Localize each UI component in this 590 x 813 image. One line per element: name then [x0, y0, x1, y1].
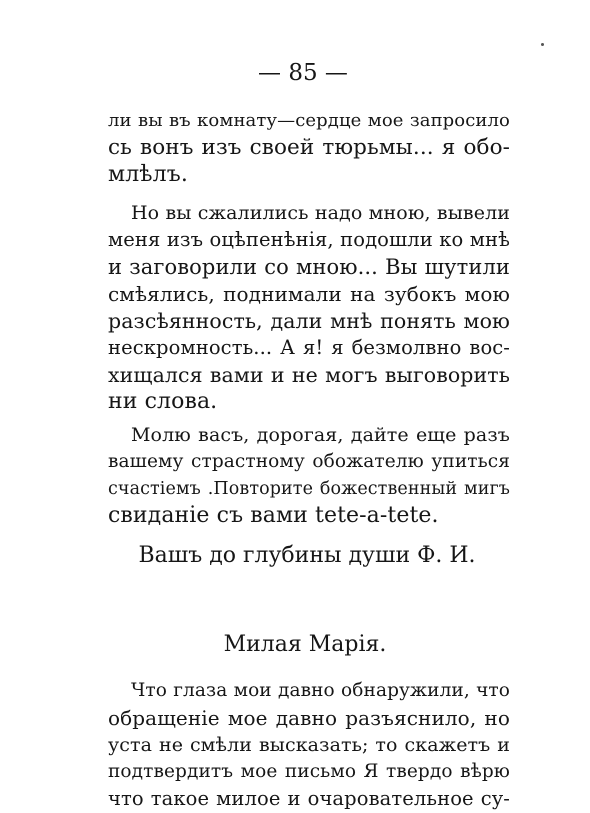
text-line: разсѣянность, дали мнѣ понять мою	[108, 309, 510, 333]
text-line: Что глаза мои давно обнаружили, что	[131, 680, 510, 701]
page-number: — 85 —	[258, 60, 348, 86]
text-line: и заговорили со мною... Вы шутили	[108, 255, 510, 279]
scan-speck	[541, 43, 544, 46]
text-line: уста не смѣли высказать; то скажетъ и	[108, 734, 510, 756]
text-line: ли вы въ комнату—сердце мое запросило	[108, 110, 510, 131]
text-line: вашему страстному обожателю упиться	[108, 451, 510, 472]
text-line: Молю васъ, дорогая, дайте еще разъ	[131, 424, 510, 446]
signature: Вашъ до глубины души Ф. И.	[138, 543, 476, 568]
text-line: сь вонъ изъ своей тюрьмы... я обо-	[108, 135, 510, 160]
text-line: ни слова.	[108, 389, 218, 414]
text-line: свиданіе съ вами tete-a-tete.	[108, 503, 439, 528]
text-line: Но вы сжалились надо мною, вывели	[131, 202, 510, 224]
letter-heading: Милая Марія.	[223, 632, 387, 657]
text-line: смѣялись, поднимали на зубокъ мою	[108, 282, 510, 306]
text-line: меня изъ оцѣпенѣнія, подошли ко мнѣ	[108, 228, 510, 251]
text-line: обращеніе мое давно разъяснило, но	[108, 706, 510, 730]
text-line: что такое милое и очаровательное су-	[108, 787, 510, 810]
text-line: счастіемъ .Повторите божественный мигъ	[108, 479, 510, 499]
text-line: млѣлъ.	[108, 162, 188, 187]
text-line: хищался вами и не могъ выговорить	[108, 363, 510, 387]
text-line: нескромность... А я! я безмолвно вос-	[108, 336, 510, 359]
text-line: подтвердитъ мое письмо Я твердо вѣрю	[108, 761, 510, 782]
